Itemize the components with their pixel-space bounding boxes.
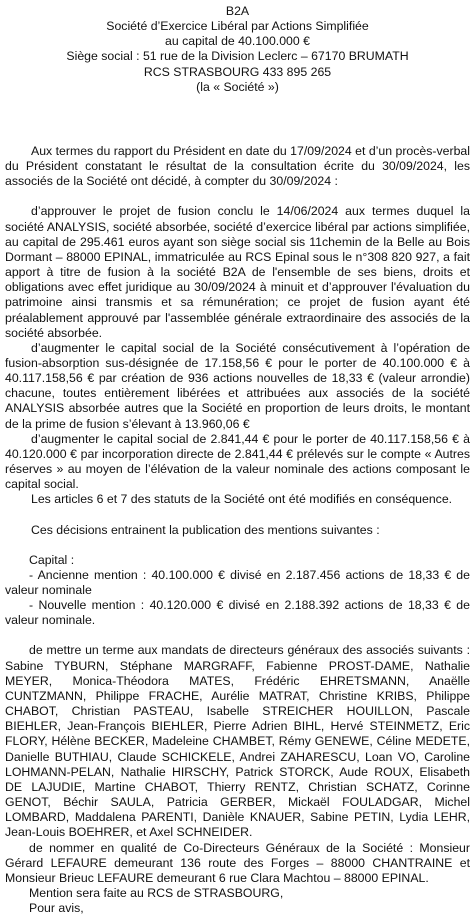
- directors-end-paragraph: de mettre un terme aux mandats de directeurs généraux des associés suivants : Sabine TYBURN, Stéphane MARGRAFF, Fabienne PROST-DAME, Nathalie MEYER, Monica-Théodora MATES, Frédéric EHRETSMANN, Anaëlle CUNTZMANN, Philippe FRACHE, Aurélie MATRAT, Christine KRIBS, Philippe CHABOT, Christian PASTEAU, Isabelle STREICHER HOUILLON, Pascale BIEHLER, Jean-François BIEHLER, Pierre Adrien BIHL, Hervé STEINMETZ, Eric FLORY, Hélène BECKER, Madeleine CHAMBET, Rémy GENEWE, Céline MEDETE, Danielle BUTHIAU, Claude SCHICKELE, Andrei ZAHARESCU, Loan VO, Caroline LOHMANN-PELAN, Nathalie HIRSCHY, Patrick STORCK, Aude ROUX, Elisabeth DE LAJUDIE, Martine CHABOT, Thierry RENTZ, Christian SCHATZ, Corinne GENOT, Béchir SAULA, Patricia GERBER, Mickaël FOULADGAR, Michel LOMBARD, Maddalena PARENTI, Danièle KNAUER, Sabine PETIN, Lydia LEHR, Jean-Louis BOEHRER, et Axel SCHNEIDER.: [5, 643, 470, 840]
- closing-line: Pour avis,: [29, 901, 84, 916]
- spacer: [5, 508, 470, 523]
- capital-increase-paragraph-2: d’augmenter le capital social de 2.841,44 € pour le porter de 40.117.158,56 € à 40.120.000 € par incorporation directe de 2.841,44 € prélevés sur le compte « Autres réserves » au moyen de l’élévation de la valeur nominale des actions composant le capital social.: [5, 431, 470, 492]
- company-type: Société d’Exercice Libéral par Actions Simplifiée: [106, 19, 369, 34]
- spacer: [5, 189, 470, 204]
- spacer: [5, 95, 470, 144]
- articles-paragraph: Les articles 6 et 7 des statuts de la Société ont été modifiés en conséquence.: [31, 492, 453, 507]
- notice-header: [5, 4, 470, 95]
- company-alias: (la « Société »): [196, 79, 279, 94]
- capital-label: Capital :: [29, 552, 75, 567]
- merger-paragraph: d’approuver le projet de fusion conclu le 14/06/2024 aux termes duquel la société ANALYSIS, société absorbée, société d’exercice libéral par actions simplifiée, au capital de 295.461 euros ayant son siège social sis 11chemin de la Belle au Bois Dormant – 88000 EPINAL, immatriculée au RCS Epinal sous le n°308 820 927, a fait apport à titre de fusion à la société B2A de l'ensemble de ses biens, droits et obligations avec effet juridique au 30/09/2024 à minuit et d’approuver l'évaluation du patrimoine ainsi transmis et sa rémunération; ce projet de fusion ayant été préalablement approuvé par l'assemblée générale extraordinaire des associés de la société absorbée.: [5, 204, 470, 340]
- company-capital: au capital de 40.100.000 €: [165, 34, 310, 49]
- capital-increase-paragraph-1: d’augmenter le capital social de la Société consécutivement à l’opération de fusion-absorption sus-désignée de 17.158,56 € pour le porter de 40.100.000 € à 40.117.158,56 € par création de 936 actions nouvelles de 18,33 € (valeur arrondie) chacune, toutes entièrement libérées et attribuées aux associés de la société ANALYSIS absorbée autres que la Société en proportion de leurs droits, le montant de la prime de fusion s’élevant à 13.960,06 €: [5, 340, 470, 431]
- mention-rcs: Mention sera faite au RCS de STRASBOURG,: [29, 885, 284, 900]
- registered-office: Siège social : 51 rue de la Division Leclerc – 67170 BRUMATH: [66, 49, 409, 64]
- company-name: B2A: [225, 4, 250, 18]
- legal-notice: [5, 4, 470, 916]
- former-mention: - Ancienne mention : 40.100.000 € divisé en 2.187.456 actions de 18,33 € de valeur nominale: [5, 567, 470, 597]
- capital-mentions: [5, 553, 470, 629]
- rcs-number: RCS STRASBOURG 433 895 265: [143, 64, 332, 79]
- co-directors-paragraph: de nommer en qualité de Co-Directeurs Généraux de la Société : Monsieur Gérard LEFAURE demeurant 136 route des Forges – 88000 CHANTRAINE et Monsieur Brieuc LEFAURE demeurant 6 rue Clara Machtou – 88000 EPINAL.: [5, 840, 470, 885]
- publication-paragraph: Ces décisions entrainent la publication des mentions suivantes :: [31, 522, 380, 537]
- spacer: [5, 538, 470, 553]
- spacer: [5, 628, 470, 643]
- new-mention: - Nouvelle mention : 40.120.000 € divisé en 2.188.392 actions de 18,33 € de valeur nominale.: [5, 598, 470, 628]
- intro-paragraph: Aux termes du rapport du Président en date du 17/09/2024 et d’un procès-verbal du Président constatant le résultat de la consultation écrite du 30/09/2024, les associés de la Société ont décidé, à compter du 30/09/2024 :: [5, 143, 470, 189]
